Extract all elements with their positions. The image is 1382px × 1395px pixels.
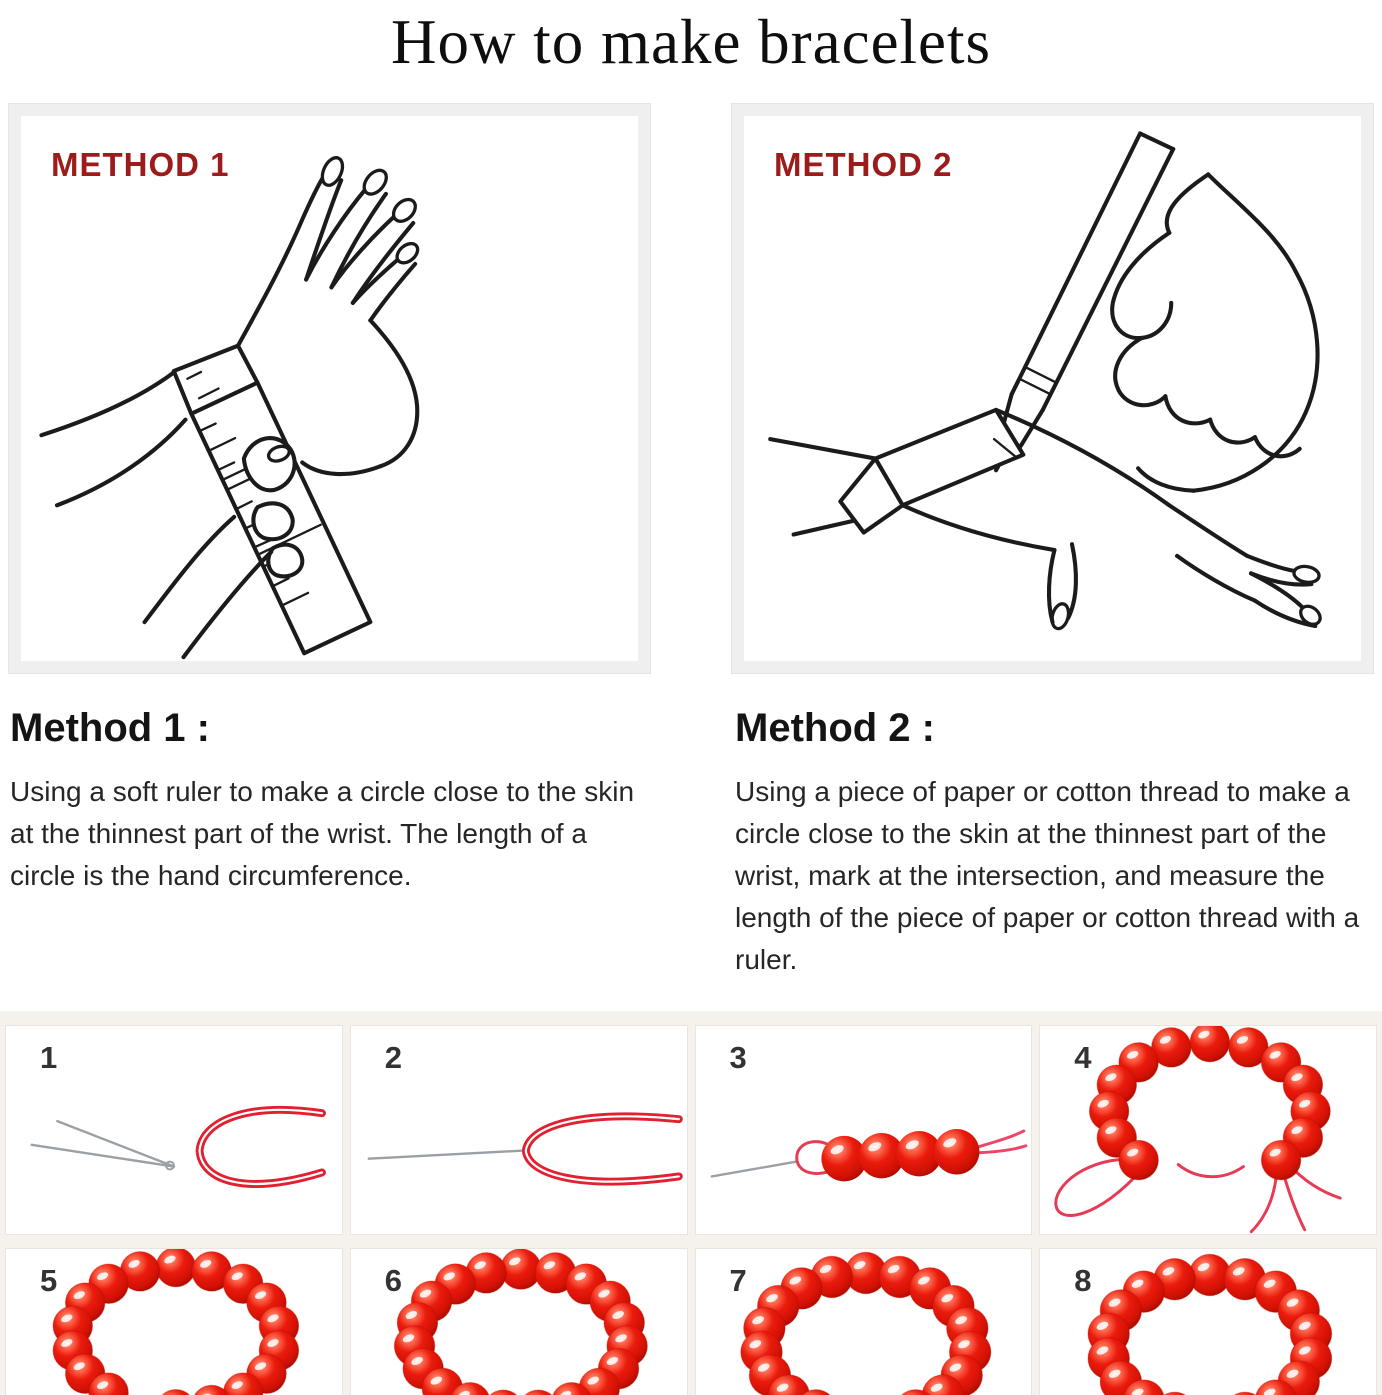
method2-description: Using a piece of paper or cotton thread to make a circle close to the skin at the thinnest part of the wrist, mark at the intersection, and measure the length of the piece of paper or cotton thread with a ruler.: [735, 776, 1360, 975]
steps-grid: [0, 1011, 1382, 1395]
method1-heading: Method 1 :: [10, 706, 210, 750]
step-8-cell: [1039, 1248, 1377, 1395]
method1-text-section: [10, 706, 647, 981]
method1-description: Using a soft ruler to make a circle close to the skin at the thinnest part of the wrist. The length of a circle is the hand circumference.: [10, 776, 635, 891]
method-figures-row: [0, 103, 1382, 674]
step-7-number: 7: [729, 1263, 747, 1298]
method2-heading: Method 2 :: [735, 706, 935, 750]
step-8-number: 8: [1074, 1263, 1092, 1298]
method2-figure-box: [731, 103, 1374, 674]
step-1-cell: [5, 1025, 343, 1235]
method1-figure-box: [8, 103, 651, 674]
method1-label: METHOD 1: [51, 146, 230, 183]
step-6-cell: [350, 1248, 688, 1395]
step-3-number: 3: [729, 1040, 747, 1075]
step-1-number: 1: [40, 1040, 58, 1075]
step-6-number: 6: [384, 1263, 402, 1298]
step-2-number: 2: [384, 1040, 402, 1075]
step-5-number: 5: [40, 1263, 58, 1298]
method2-text-section: [735, 706, 1372, 981]
hand-marking-with-pen-illustration: [744, 116, 1361, 661]
method-texts-row: [0, 706, 1382, 981]
page-title: How to make bracelets: [390, 7, 992, 77]
step-4-cell: [1039, 1025, 1377, 1235]
step-3-cell: [695, 1025, 1033, 1235]
step-7-cell: [695, 1248, 1033, 1395]
hand-with-soft-ruler-illustration: [21, 116, 638, 661]
step-2-cell: [350, 1025, 688, 1235]
step-5-cell: [5, 1248, 343, 1395]
step-4-number: 4: [1074, 1040, 1092, 1075]
method2-label: METHOD 2: [774, 146, 953, 183]
